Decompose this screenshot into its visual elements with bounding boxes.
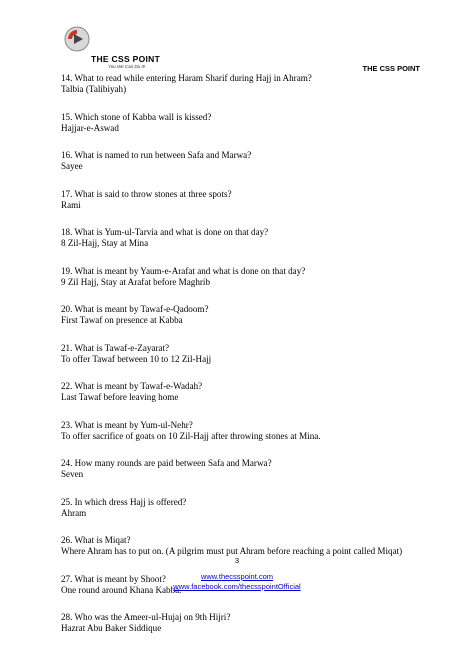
answer: Rami	[61, 199, 81, 210]
answer: To offer sacrifice of goats on 10 Zil-Hajj after throwing stones at Mina.	[61, 430, 321, 441]
question: 19. What is meant by Yaum-e-Arafat and what is done on that day?	[61, 265, 306, 276]
page-number: 3	[234, 556, 240, 565]
question: 18. What is Yum-ul-Tarvia and what is done on that day?	[61, 227, 269, 237]
question: 21. What is Tawaf-e-Zayarat?	[61, 342, 170, 353]
question: 27. What is meant by Shoot?	[61, 573, 166, 584]
answer: Sayee	[61, 161, 83, 172]
logo-tagline: You We Can Do It!	[108, 64, 146, 69]
play-logo-icon	[64, 26, 90, 52]
question: 23. What is meant by Yum-ul-Nehr?	[61, 419, 193, 430]
qa-item	[61, 497, 421, 519]
question: 15. Which stone of Kabba wall is kissed?	[61, 111, 212, 122]
qa-item	[61, 189, 421, 211]
question: 22. What is meant by Tawaf-e-Wadah?	[61, 381, 203, 391]
qa-item	[61, 112, 421, 134]
question: 17. What is said to throw stones at three spots?	[61, 188, 232, 199]
answer: Last Tawaf before leaving home	[61, 392, 179, 403]
qa-item	[61, 304, 421, 326]
qa-item	[61, 458, 421, 480]
qa-item	[61, 73, 421, 95]
qa-item	[61, 381, 421, 403]
logo	[58, 24, 161, 69]
answer: 8 Zil-Hajj, Stay at Mina	[61, 238, 149, 249]
question: 25. In which dress Hajj is offered?	[61, 496, 187, 507]
qa-item	[61, 420, 421, 442]
question: 14. What to read while entering Haram Sharif during Hajj in Ahram?	[61, 73, 312, 83]
qa-item	[61, 612, 421, 634]
logo-text: THE CSS POINT	[91, 54, 161, 64]
answer: First Tawaf on presence at Kabba	[61, 315, 183, 326]
qa-item	[61, 266, 421, 288]
question: 20. What is meant by Tawaf-e-Qadoom?	[61, 304, 209, 314]
answer: Ahram	[61, 507, 87, 518]
answer: Hajjar-e-Aswad	[61, 122, 119, 133]
answer: To offer Tawaf between 10 to 12 Zil-Hajj	[61, 353, 212, 364]
answer: Hazrat Abu Baker Siddique	[61, 623, 162, 634]
qa-item	[61, 227, 421, 249]
qa-item	[61, 150, 421, 172]
facebook-link[interactable]: www.facebook.com/thecsspointOfficial	[173, 582, 301, 591]
answer: 9 Zil Hajj, Stay at Arafat before Maghrib	[61, 276, 210, 287]
qa-item	[61, 535, 421, 557]
qa-item	[61, 343, 421, 365]
header-brand: THE CSS POINT	[362, 64, 420, 73]
question: 16. What is named to run between Safa and Marwa?	[61, 150, 252, 160]
answer: Seven	[61, 469, 84, 480]
answer: Where Ahram has to put on. (A pilgrim must put Ahram before reaching a point called Miqat)	[61, 546, 403, 557]
question: 24. How many rounds are paid between Safa and Marwa?	[61, 458, 272, 468]
question: 26. What is Miqat?	[61, 535, 131, 545]
website-link[interactable]: www.thecsspoint.com	[200, 572, 274, 581]
question: 28. Who was the Ameer-ul-Hujaj on 9th Hijri?	[61, 612, 231, 622]
answer: One round around Khana Kabba.	[61, 584, 182, 595]
answer: Talbia (Talibiyah)	[61, 84, 127, 95]
